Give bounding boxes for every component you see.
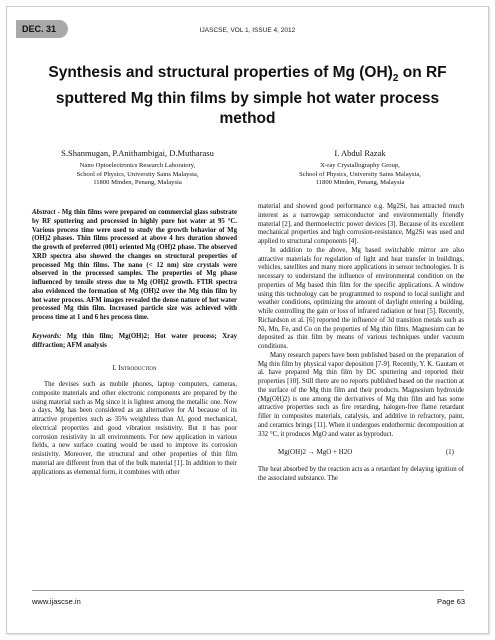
author-names-left: S.Shanmugan, P.Anithambigai, D.Mutharasu — [61, 148, 214, 158]
right-paragraph-1: material and showed good performance e.g. Mg2Si, has attracted much interest as a narrowgap semiconductor and environmentally friendly material [2], and thermoelectric power devices [3]. Because of its excellent mechanical properties and high corrosion-resistance, Mg2Si was used and applied to structural components [4]. — [258, 203, 464, 245]
left-column — [32, 203, 237, 477]
affiliation-left-3: 11800 Minden, Penang, Malaysia — [93, 179, 182, 187]
affiliation-left-1: Nano Optoelectronics Research Laboratory, — [79, 162, 196, 169]
equation-text: Mg(OH)2 → MgO + H2O — [278, 448, 353, 457]
right-column — [258, 203, 464, 484]
footer-divider — [32, 590, 464, 591]
title-part-b: on RF sputtered Mg thin films by simple hot water process method — [55, 64, 447, 128]
title-subscript: 2 — [392, 73, 399, 85]
abstract-text: - Mg thin films were prepared on commercial glass substrate by RF sputtering and processed in highly pure hot water at 95 °C. Various process time were used to study the growth behavior of Mg (OH)2 phases. Thin films processed at above 4 hrs duration showed the growth of preferred (001) oriented Mg (OH)2 phase. The observed XRD spectra also showed the changes on structural properties of processed Mg thin films. The nano (< 12 nm) size crystals were observed in the processed samples. The properties of Mg phase influenced by tensile stress due to Mg (OH)2 growth. FTIR spectra also evidenced the formation of Mg (OH)2 over the Mg thin film by hot water process. AFM images revealed the dense nature of hot water processed Mg thin film. Increased particle size was achieved with process time at 1 and 6 hrs process time. — [32, 209, 237, 321]
keywords — [32, 333, 237, 351]
affiliation-right-2: School of Physics, University Sains Malaysia, — [299, 170, 421, 178]
affiliation-left-2: School of Physics, University Sains Malaysia, — [76, 170, 199, 178]
affiliation-right-3: 11800 Minden, Penang, Malaysia — [315, 179, 405, 187]
equation-number: (1) — [445, 448, 454, 457]
date-badge: DEC. 31 — [16, 20, 68, 38]
authors-left-block — [30, 148, 245, 188]
right-paragraph-2: In addition to the above, Mg based switchable mirror are also attractive materials for regulation of light and heat transfer in buildings, vehicles, satellites and many more applications in sensor technologies. It is necessary to understand the influence of environmental condition on the properties of Mg based thin film for the specific applications. A window using this technology can be programmed to respond to local sunlight and weather conditions, optimizing the amount of daylight entering a building, while controlling the gain or loss of infrared radiation or heat [5]. Recently, Richardson et al. [6] reported the influence of 3d transition metals such as Ni, Mn, Fe, and Co on the properties of Mg thin films. Magnesium can be deposited as thin film by means of various techniques under vacuum conditions. — [258, 246, 464, 350]
keywords-text: Mg thin film; Mg(OH)2; Hot water process; Xray diffraction; AFM analysis — [32, 332, 237, 349]
authors-right-block — [255, 148, 465, 188]
intro-paragraph: The devises such as mobile phones, laptop computers, cameras, composite materials and other electronic components are prepared by the using material such as Mg since it is lightest among the metallic one. Now a days, Mg has been considered as an alternative for Al because of its attractive properties such as 35% weightless than Al, good mechanical, electrical properties and good vibration resistivity. But it has poor corrosion resistivity in all environments. For new application in various fields, a new surface coating would be used to improve its corrosion resistivity. Moreover, the structural and other properties of thin film material are different from that of the bulk material [1]. In addition to their applications as elemental form, it combines with other — [32, 381, 237, 476]
journal-header: IJASCSE, VOL 1, ISSUE 4, 2012 — [199, 27, 296, 34]
equation-1 — [278, 448, 454, 457]
abstract — [32, 209, 237, 323]
affiliation-right-1: X-ray Crystallography Group, — [320, 162, 400, 169]
abstract-label: Abstract — [32, 209, 56, 216]
footer-page-number: Page 63 — [437, 597, 465, 606]
keywords-label: Keywords: — [32, 332, 62, 340]
author-names-right: I. Abdul Razak — [334, 148, 386, 158]
right-paragraph-3: Many research papers have been published based on the preparation of Mg thin film by physical vapor deposition [7-9]. Recently, Y. K. Gautam et al. have prepared Mg thin film by DC sputtering and reported their properties [10]. Still there are no reports published based on the reaction at the surface of the Mg thin film and their products. Magnesium hydroxide (Mg(OH)2) is one among the derivatives of Mg thin film and has some attractive properties such as fire retarding, halogen-free flame retardant filler in composites materials, catalysis, and additive in refractory, paint, and ceramics brings [11]. When it undergoes endothermic decomposition at 332 °C, it produces MgO and water as byproduct. — [258, 351, 464, 438]
right-paragraph-4: The heat absorbed by the reaction acts as a retardant by delaying ignition of the associated substance. The — [258, 466, 464, 482]
section-heading-introduction: I. Introduction — [112, 364, 157, 373]
title-part-a: Synthesis and structural properties of Mg (OH) — [48, 64, 393, 81]
paper-title — [30, 63, 465, 129]
footer-website: www.ijascse.in — [32, 597, 81, 606]
